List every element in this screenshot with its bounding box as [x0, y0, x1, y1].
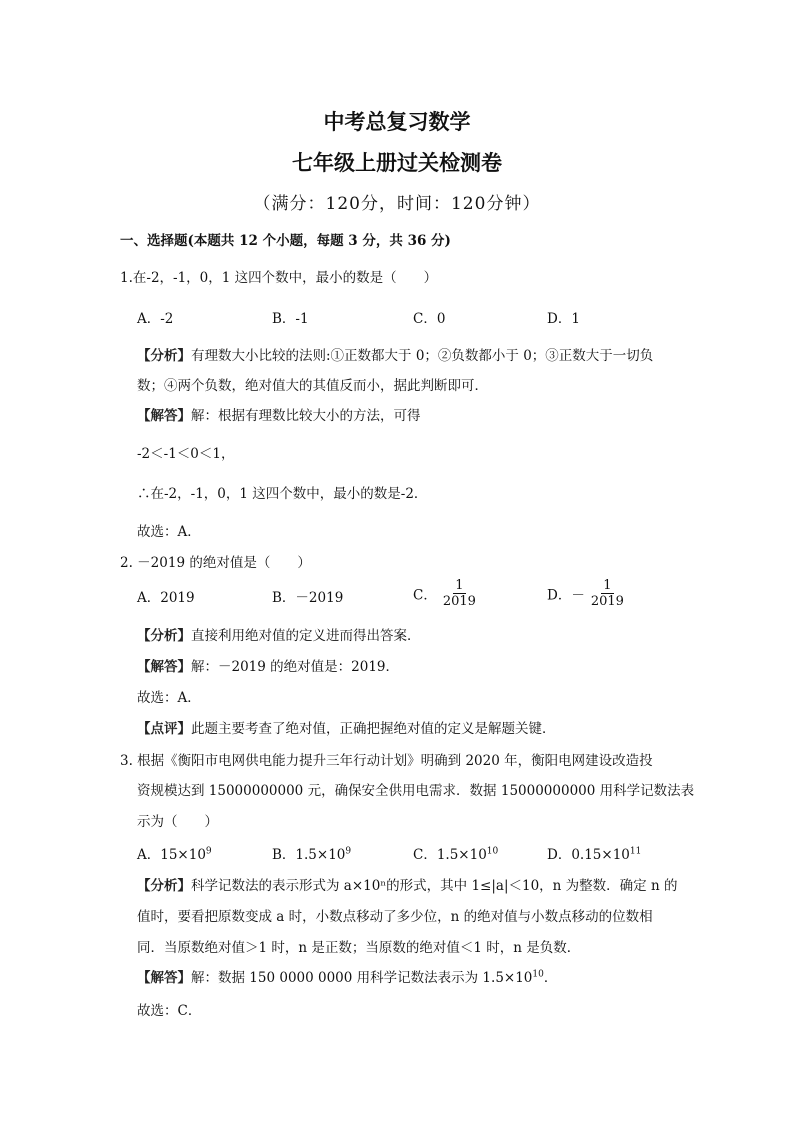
q3-option-d-exponent: 11: [629, 846, 642, 857]
q3-option-c: [413, 843, 498, 863]
q3-analysis-line3: 同．当原数绝对值＞1 时，n 是正数；当原数的绝对值＜1 时，n 是负数．: [137, 940, 581, 956]
q1-analysis-line2: 数；④两个负数，绝对值大的其值反而小，据此判断即可．: [137, 378, 488, 394]
page-title: 中考总复习数学: [323, 110, 471, 134]
page-subtitle: 七年级上册过关检测卷: [292, 151, 502, 175]
q2-option-d: [547, 578, 626, 609]
solution-tag: 【解答】: [137, 408, 191, 424]
q3-option-c-exponent: 10: [486, 846, 499, 857]
analysis-tag: 【分析】: [137, 628, 191, 644]
q2-analysis-text: 直接利用绝对值的定义进而得出答案．: [191, 628, 421, 644]
q3-option-c-base: C．1.5×10: [413, 847, 487, 863]
q1-solution-line1: 解：根据有理数比较大小的方法，可得: [191, 408, 421, 424]
q2-analysis: [137, 624, 421, 644]
q2-comment-text: 此题主要考查了绝对值，正确把握绝对值的定义是解题关键．: [191, 721, 556, 737]
q2-comment: [137, 717, 556, 737]
q2-option-c-label: C．: [413, 587, 437, 604]
q1-solution: [137, 404, 421, 424]
q3-option-b-exponent: 9: [345, 846, 352, 857]
solution-tag: 【解答】: [137, 970, 191, 986]
q3-option-a: [137, 843, 212, 863]
solution-tag: 【解答】: [137, 659, 191, 675]
q1-choice: 故选：A．: [137, 524, 201, 540]
comment-tag: 【点评】: [137, 721, 191, 737]
q3-option-a-base: A．15×10: [137, 847, 206, 863]
q3-option-b: [272, 843, 351, 863]
analysis-tag: 【分析】: [137, 878, 191, 894]
q1-option-d: D．1: [547, 311, 580, 327]
q3-choice: 故选：C．: [137, 1003, 202, 1019]
score-time-note: （满分：120分，时间：120分钟）: [253, 194, 541, 214]
section-heading: 一、选择题(本题共 12 个小题，每题 3 分，共 36 分): [120, 233, 451, 249]
q1-stem: 1.在-2，-1，0，1 这四个数中，最小的数是（ ）: [120, 270, 438, 286]
q2-option-d-fraction: [589, 578, 626, 609]
q1-analysis-line1: 有理数大小比较的法则:①正数都大于 0；②负数都小于 0；③正数大于一切负: [191, 348, 654, 364]
q3-solution-end: ．: [543, 970, 558, 986]
q1-solution-line3: ∴在-2，-1，0，1 这四个数中，最小的数是-2．: [137, 486, 428, 502]
analysis-tag: 【分析】: [137, 348, 191, 364]
q3-option-d: [547, 843, 641, 863]
q3-analysis: [137, 874, 677, 894]
q3-analysis-line1: 科学记数法的表示形式为 a×10ⁿ的形式，其中 1≤|a|＜10，n 为整数．确定 n 的: [191, 878, 678, 894]
q3-option-b-base: B．1.5×10: [272, 847, 346, 863]
q1-analysis: [137, 344, 653, 364]
q3-solution-text: 解：数据 150 0000 0000 用科学记数法表示为 1.5×10: [191, 970, 533, 986]
q3-stem-line3: 示为（ ）: [137, 814, 218, 830]
q2-option-c-fraction: [441, 578, 478, 609]
q2-stem: 2. －2019 的绝对值是（ ）: [120, 555, 311, 571]
q2-option-a: A．2019: [137, 590, 195, 606]
q2-solution: [137, 655, 399, 675]
q1-option-b: B．-1: [272, 311, 309, 327]
q2-solution-text: 解：－2019 的绝对值是：2019．: [191, 659, 400, 675]
fraction-denominator: 2019: [442, 594, 476, 609]
q3-option-d-base: D．0.15×10: [547, 847, 630, 863]
q3-analysis-line2: 值时，要看把原数变成 a 时，小数点移动了多少位，n 的绝对值与小数点移动的位数相: [137, 909, 653, 925]
q3-stem-line1: 3. 根据《衡阳市电网供电能力提升三年行动计划》明确到 2020 年，衡阳电网建设改造投: [120, 753, 653, 769]
fraction-denominator: 2019: [590, 594, 624, 609]
q1-solution-line2: -2＜-1＜0＜1，: [137, 446, 235, 462]
q3-solution: [137, 966, 557, 986]
q3-stem-line2: 资规模达到 15000000000 元，确保安全供用电需求．数据 15000000000 用科学记数法表: [137, 783, 695, 799]
fraction-numerator: 1: [603, 578, 612, 593]
q1-option-a: A．-2: [137, 311, 174, 327]
q2-choice: 故选：A．: [137, 690, 201, 706]
fraction-numerator: 1: [455, 578, 464, 593]
q2-option-b: B．－2019: [272, 590, 344, 606]
q3-option-a-exponent: 9: [205, 846, 212, 857]
q2-option-d-label: D．－: [547, 587, 585, 604]
q3-solution-exponent: 10: [532, 969, 544, 980]
q2-option-c: [413, 578, 478, 609]
q1-option-c: C．0: [413, 311, 446, 327]
